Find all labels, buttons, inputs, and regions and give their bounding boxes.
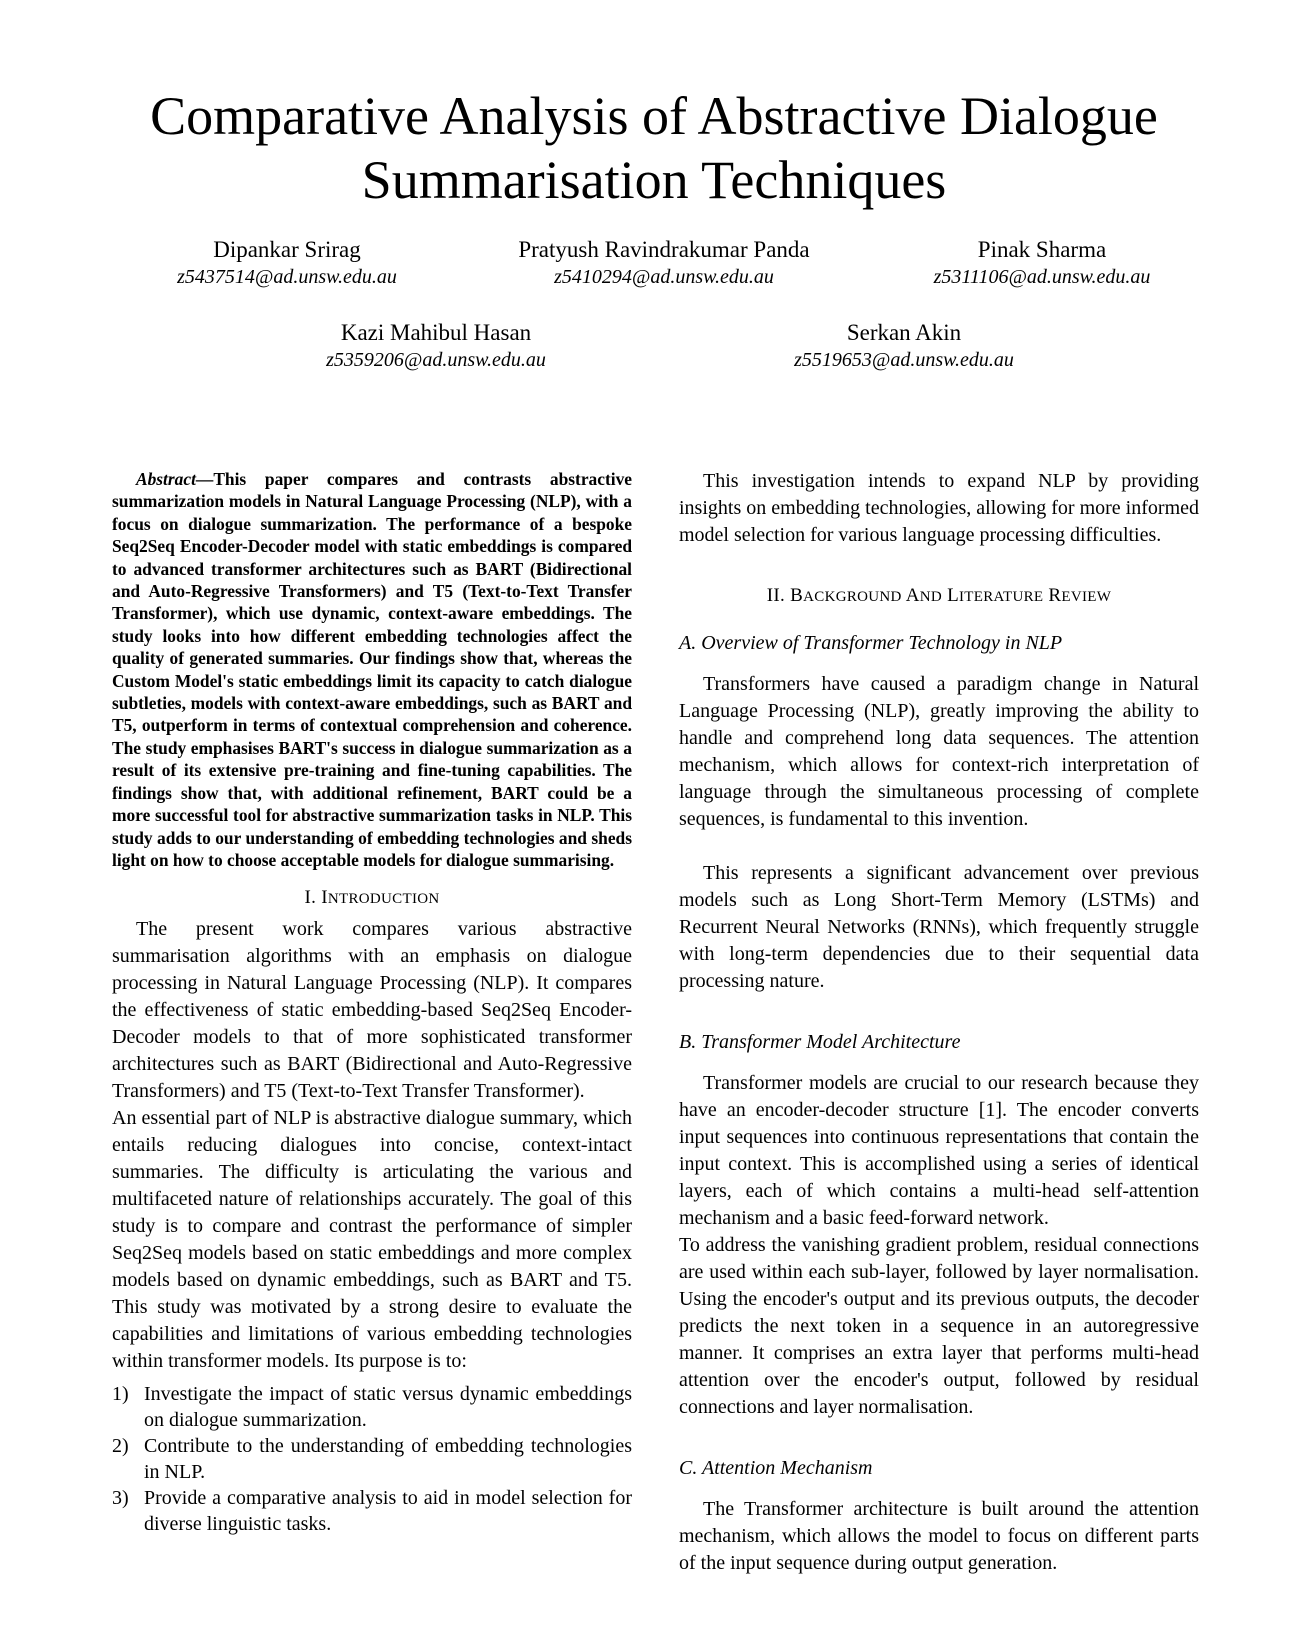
author-email: z5410294@ad.unsw.edu.au	[554, 266, 774, 288]
author-name: Serkan Akin	[846, 320, 962, 345]
subsection-heading-b: B. Transformer Model Architecture	[679, 1031, 961, 1053]
list-text: Contribute to the understanding of embedding technologies in NLP.	[144, 1435, 632, 1484]
author-email: z5437514@ad.unsw.edu.au	[177, 266, 397, 288]
list-item	[112, 1433, 632, 1485]
list-number: 1)	[112, 1383, 129, 1406]
purpose-list	[112, 1381, 632, 1537]
subsection-b-paragraph-1: Transformer models are crucial to our research because they have an encoder-decoder structure [1]. The encoder converts input sequences into continuous representations that contain the input context. This is accomplished using a series of identical layers, each of which contains a multi-head self-attention mechanism and a basic feed-forward network.	[679, 1072, 1199, 1229]
subsection-a-paragraph-1: Transformers have caused a paradigm change in Natural Language Processing (NLP), greatly improving the ability to handle and comprehend long data sequences. The attention mechanism, which allows for context-rich interpretation of language through the simultaneous processing of complete sequences, is fundamental to this invention.	[679, 673, 1199, 830]
section-heading-background: II. BACKGROUND AND LITERATURE REVIEW	[766, 585, 1112, 606]
author-4	[226, 319, 646, 373]
author-2	[454, 236, 874, 290]
left-column	[112, 468, 632, 1537]
subsection-heading-a: A. Overview of Transformer Technology in NLP	[679, 632, 1063, 654]
title-line-1: Comparative Analysis of Abstractive Dialogue	[150, 86, 1158, 146]
right-column	[679, 468, 1199, 1577]
list-item	[112, 1485, 632, 1537]
list-text: Investigate the impact of static versus dynamic embeddings on dialogue summarization.	[144, 1383, 632, 1432]
section-heading-introduction: I. INTRODUCTION	[304, 887, 440, 909]
list-number: 2)	[112, 1435, 129, 1458]
author-1	[77, 236, 497, 290]
right-intro-paragraph: This investigation intends to expand NLP by providing insights on embedding technologies, allowing for more informed model selection for various language processing difficulties.	[679, 470, 1199, 546]
title-line-2: Summarisation Techniques	[361, 150, 947, 210]
author-email: z5359206@ad.unsw.edu.au	[326, 349, 546, 371]
subsection-heading-c: C. Attention Mechanism	[679, 1457, 873, 1479]
intro-paragraph-1: The present work compares various abstractive summarisation algorithms with an emphasis on dialogue processing in Natural Language Processing (NLP). It compares the effectiveness of static embedding-based Seq2Seq Encoder-Decoder models to that of more sophisticated transformer architectures such as BART (Bidirectional and Auto-Regressive Transformers) and T5 (Text-to-Text Transfer Transformer).	[112, 918, 632, 1103]
abstract-text: —This paper compares and contrasts abstractive summarization models in Natural Language Processing (NLP), with a focus on dialogue summarization. The performance of a bespoke Seq2Seq Encoder-Decoder model with static embeddings is compared to advanced transformer architectures such as BART (Bidirectional and Auto-Regressive Transformers) and T5 (Text-to-Text Transfer Transformer), which use dynamic, context-aware embeddings. The study looks into how different embedding technologies affect the quality of generated summaries. Our findings show that, whereas the Custom Model's static embeddings limit its capacity to catch dialogue subtleties, models with context-aware embeddings, such as BART and T5, outperform in terms of contextual comprehension and coherence. The study emphasises BART's success in dialogue summarization as a result of its extensive pre-training and fine-tuning capabilities. The findings show that, with additional refinement, BART could be a more successful tool for abstractive summarization tasks in NLP. This study adds to our understanding of embedding technologies and sheds light on how to choose acceptable models for dialogue summarising.	[112, 469, 632, 870]
abstract-label: Abstract	[136, 469, 196, 489]
author-name: Kazi Mahibul Hasan	[340, 320, 532, 345]
list-item	[112, 1381, 632, 1433]
list-text: Provide a comparative analysis to aid in model selection for diverse linguistic tasks.	[144, 1487, 632, 1536]
author-email: z5519653@ad.unsw.edu.au	[794, 349, 1014, 371]
author-5	[694, 319, 1114, 373]
subsection-b-paragraph-2: To address the vanishing gradient problem, residual connections are used within each sub-layer, followed by layer normalisation. Using the encoder's output and its previous outputs, the decoder predicts the next token in a sequence in an autoregressive manner. It comprises an extra layer that performs multi-head attention over the encoder's output, followed by residual connections and layer normalisation.	[679, 1234, 1199, 1418]
list-number: 3)	[112, 1487, 129, 1510]
author-email: z5311106@ad.unsw.edu.au	[933, 266, 1151, 288]
author-name: Pinak Sharma	[977, 237, 1107, 262]
abstract	[112, 468, 632, 871]
author-name: Pratyush Ravindrakumar Panda	[518, 237, 810, 262]
subsection-a-paragraph-2: This represents a significant advancement over previous models such as Long Short-Term Memory (LSTMs) and Recurrent Neural Networks (RNNs), which frequently struggle with long-term dependencies due to their sequential data processing nature.	[679, 862, 1199, 992]
paper-title	[0, 84, 1308, 212]
author-name: Dipankar Srirag	[213, 237, 361, 262]
intro-paragraph-2: An essential part of NLP is abstractive dialogue summary, which entails reducing dialogues into concise, context-intact summaries. The difficulty is articulating the various and multifaceted nature of relationships accurately. The goal of this study is to compare and contrast the performance of simpler Seq2Seq models based on static embeddings and more complex models based on dynamic embeddings, such as BART and T5. This study was motivated by a strong desire to evaluate the capabilities and limitations of various embedding technologies within transformer models. Its purpose is to:	[112, 1107, 632, 1373]
subsection-c-paragraph-1: The Transformer architecture is built around the attention mechanism, which allows the model to focus on different parts of the input sequence during output generation.	[679, 1498, 1199, 1574]
author-3	[832, 236, 1252, 290]
